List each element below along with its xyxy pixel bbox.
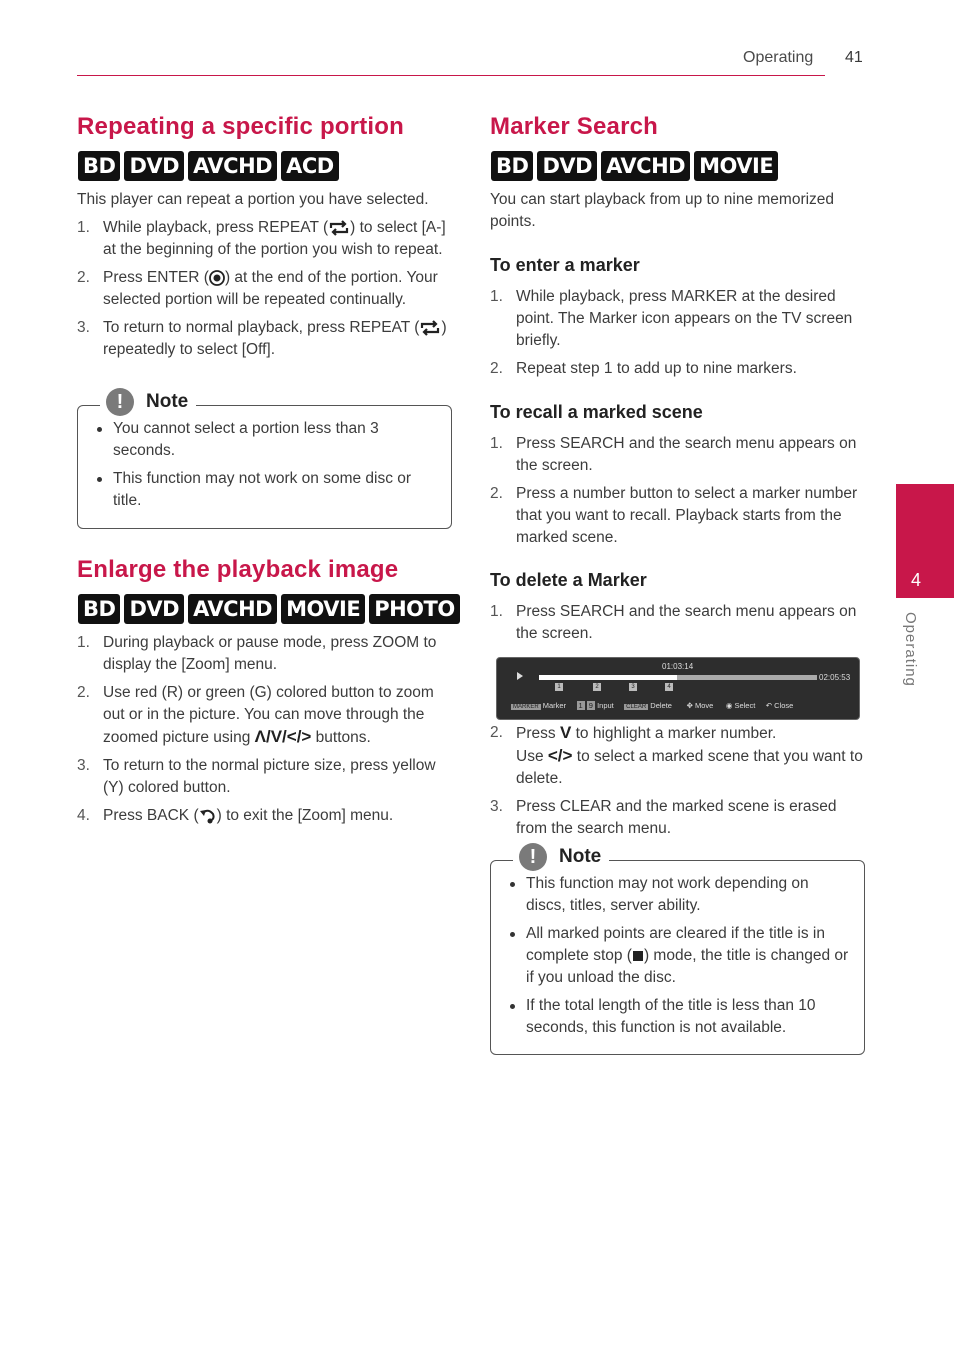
page-number: 41 bbox=[845, 49, 863, 66]
list-item: 1. While playback, press REPEAT ( ) to select [A-] at the beginning of the portion you wish to repeat. bbox=[77, 219, 446, 258]
delete-heading: To delete a Marker bbox=[490, 570, 647, 590]
select-icon: ◉ bbox=[725, 701, 733, 710]
badge-avchd: AVCHD bbox=[602, 152, 689, 180]
badge-photo: PHOTO bbox=[370, 595, 459, 623]
exclamation-icon: ! bbox=[519, 843, 547, 871]
note-item: This function may not work depending on discs, titles, server ability. bbox=[504, 873, 849, 917]
back-icon bbox=[199, 808, 217, 824]
list-item: 3. To return to normal playback, press REPEAT ( ) repeatedly to select [Off]. bbox=[77, 319, 447, 358]
list-item: 2. Repeat step 1 to add up to nine markers. bbox=[490, 360, 797, 377]
list-item: 2. Press V to highlight a marker number. Use </> to select a marked scene that you want to delete. bbox=[490, 723, 863, 787]
direction-arrows: Λ/V/</> bbox=[254, 727, 312, 746]
note-item: You cannot select a portion less than 3 seconds. bbox=[91, 418, 436, 462]
recall-heading: To recall a marked scene bbox=[490, 402, 703, 422]
list-item: 2. Press a number button to select a marker number that you want to recall. Playback starts from the marked scene. bbox=[490, 485, 858, 546]
badge-dvd: DVD bbox=[125, 152, 183, 180]
back-icon: ↶ bbox=[765, 701, 773, 710]
list-item: 1. While playback, press MARKER at the desired point. The Marker icon appears on the TV screen briefly. bbox=[490, 288, 853, 349]
repeat-heading: Repeating a specific portion bbox=[77, 113, 404, 140]
progress-fill bbox=[539, 675, 677, 680]
list-item: 2. Press ENTER ( ) at the end of the portion. Your selected portion will be repeated continually. bbox=[77, 269, 438, 308]
badge-bd: BD bbox=[79, 595, 119, 623]
badge-movie: MOVIE bbox=[282, 595, 364, 623]
repeat-steps bbox=[77, 217, 451, 367]
list-item: 4. Press BACK ( ) to exit the [Zoom] menu. bbox=[77, 807, 394, 824]
screen-footer: MARKER Marker 1 9 Input CLEAR Delete ✥ Move ◉ Select ↶ Close bbox=[513, 701, 794, 710]
enter-steps bbox=[490, 286, 866, 386]
enter-icon bbox=[209, 270, 225, 286]
chapter-label: Operating bbox=[902, 612, 919, 687]
chapter-tab bbox=[896, 484, 954, 598]
repeat-note-header bbox=[100, 388, 196, 416]
marker-heading: Marker Search bbox=[490, 113, 659, 140]
repeat-intro: This player can repeat a portion you have selected. bbox=[77, 191, 429, 208]
down-arrow: V bbox=[559, 723, 572, 742]
badge-avchd: AVCHD bbox=[189, 595, 276, 623]
badge-avchd: AVCHD bbox=[189, 152, 276, 180]
list-item: 1. Press SEARCH and the search menu appears on the screen. bbox=[490, 603, 857, 642]
total-time: 02:05:53 bbox=[819, 673, 851, 682]
move-icon: ✥ bbox=[686, 701, 693, 710]
left-right-arrows: </> bbox=[547, 746, 573, 765]
current-time: 01:03:14 bbox=[662, 662, 694, 671]
note-label: Note bbox=[146, 391, 189, 412]
enlarge-steps bbox=[77, 632, 453, 833]
chapter-number: 4 bbox=[911, 570, 922, 590]
marker-2: 2 bbox=[593, 683, 601, 691]
marker-note-header bbox=[513, 843, 609, 871]
repeat-icon bbox=[328, 220, 350, 236]
marker-badges bbox=[492, 152, 777, 180]
badge-dvd: DVD bbox=[125, 595, 183, 623]
badge-movie: MOVIE bbox=[695, 152, 777, 180]
list-item: 3. To return to the normal picture size, press yellow (Y) colored button. bbox=[77, 757, 436, 796]
marker-1: 1 bbox=[555, 683, 563, 691]
list-item: 2. Use red (R) or green (G) colored button to zoom out or in the picture. You can move through the zoomed picture using Λ/V/</> buttons. bbox=[77, 684, 434, 746]
badge-bd: BD bbox=[492, 152, 532, 180]
header-rule bbox=[77, 75, 825, 76]
delete-steps-2-3 bbox=[490, 722, 866, 846]
note-item: All marked points are cleared if the title is in complete stop ( ) mode, the title is changed or if you unload the disc. bbox=[504, 923, 849, 989]
running-header-section: Operating bbox=[743, 49, 814, 66]
repeat-notes bbox=[91, 418, 436, 518]
list-item: 1. Press SEARCH and the search menu appears on the screen. bbox=[490, 435, 857, 474]
repeat-icon bbox=[419, 320, 441, 336]
enlarge-heading: Enlarge the playback image bbox=[77, 556, 399, 583]
note-item: This function may not work on some disc or title. bbox=[91, 468, 436, 512]
enter-marker-heading: To enter a marker bbox=[490, 255, 640, 275]
badge-bd: BD bbox=[79, 152, 119, 180]
note-label: Note bbox=[559, 846, 602, 867]
list-item: 3. Press CLEAR and the marked scene is erased from the search menu. bbox=[490, 798, 837, 837]
note-item: If the total length of the title is less than 10 seconds, this function is not available. bbox=[504, 995, 849, 1039]
marker-notes bbox=[504, 873, 849, 1045]
play-icon bbox=[517, 672, 523, 680]
marker-intro: You can start playback from up to nine memorized points. bbox=[490, 191, 835, 230]
badge-acd: ACD bbox=[282, 152, 338, 180]
exclamation-icon: ! bbox=[106, 388, 134, 416]
repeat-badges bbox=[79, 152, 338, 180]
marker-3: 3 bbox=[629, 683, 637, 691]
stop-icon bbox=[633, 951, 643, 961]
marker-4: 4 bbox=[665, 683, 673, 691]
search-menu-screenshot bbox=[496, 657, 860, 720]
badge-dvd: DVD bbox=[538, 152, 596, 180]
enlarge-badges bbox=[79, 595, 459, 623]
list-item: 1. During playback or pause mode, press ZOOM to display the [Zoom] menu. bbox=[77, 634, 437, 673]
delete-step-1 bbox=[490, 601, 866, 651]
recall-steps bbox=[490, 433, 866, 555]
